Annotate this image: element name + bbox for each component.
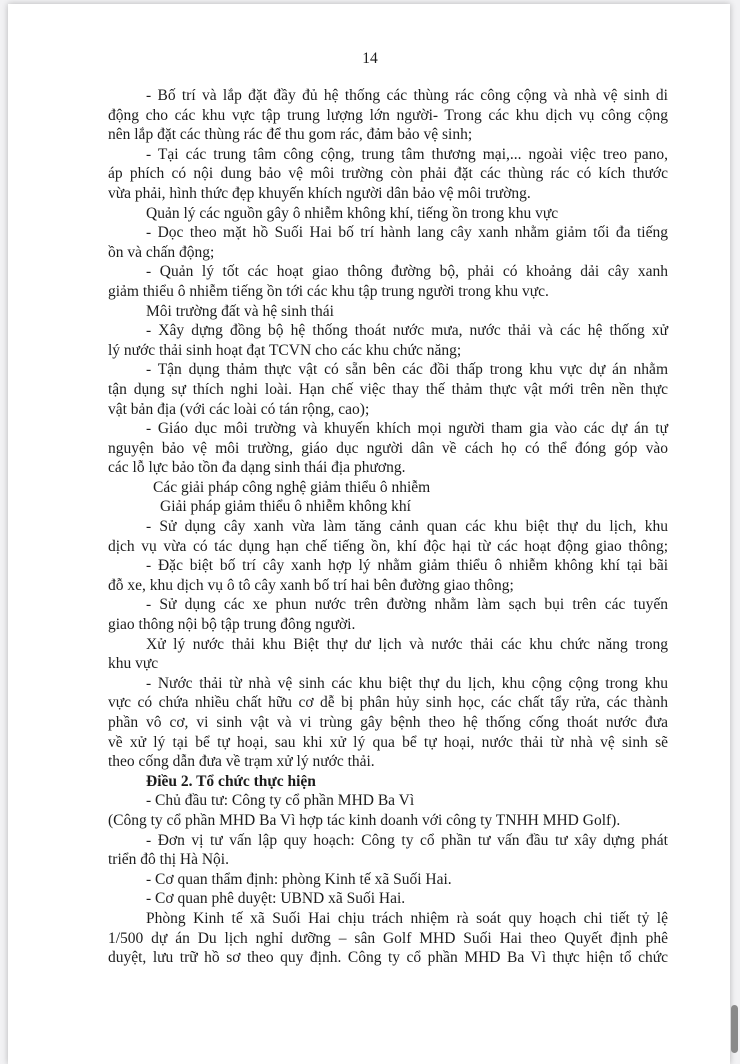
text-line: 1/500 dự án Du lịch nghỉ dưỡng – sân Golf MHD Suối Hai theo Quyết định phê (108, 929, 668, 947)
text-line: ồn và chấn động; (108, 243, 215, 261)
text-line: triển đô thị Hà Nội. (108, 851, 229, 869)
section-heading: Điều 2. Tổ chức thực hiện (146, 772, 316, 790)
text-line: khu vực (108, 655, 159, 673)
text-line: nguyện bảo vệ môi trường, giáo dục người dân về cách họ có thể đóng góp vào (108, 439, 668, 457)
text-line: - Chủ đầu tư: Công ty cổ phần MHD Ba Vì (146, 792, 415, 810)
text-line: vừa phải, hình thức đẹp khuyến khích người dân bảo vệ môi trường. (108, 184, 531, 202)
text-line: giảm thiểu ô nhiễm tiếng ồn tới các khu tập trung người trong khu vực. (108, 282, 549, 300)
text-line: - Cơ quan phê duyệt: UBND xã Suối Hai. (146, 890, 406, 908)
text-line: nên lắp đặt các thùng rác để thu gom rác, đảm bảo vệ sinh; (108, 126, 473, 144)
text-line: - Sử dụng cây xanh vừa làm tăng cảnh quan các khu biệt thự du lịch, khu (146, 518, 668, 536)
text-line: - Cơ quan thẩm định: phòng Kinh tế xã Suối Hai. (146, 870, 452, 888)
text-line: - Sử dụng các xe phun nước trên đường nhằm làm sạch bụi trên các tuyến (146, 596, 668, 614)
text-line: đỗ xe, khu dịch vụ ô tô cây xanh bố trí hai bên đường giao thông; (108, 576, 514, 594)
text-line: - Đơn vị tư vấn lập quy hoạch: Công ty cổ phần tư vấn đầu tư xây dựng phát (146, 831, 668, 849)
text-line: - Tại các trung tâm công cộng, trung tâm thương mại,... ngoài việc treo pano, (146, 145, 668, 163)
text-line: - Tận dụng thảm thực vật có sẵn bên các đồi thấp trong khu vực dự án nhằm (146, 361, 668, 379)
page-number: 14 (362, 50, 378, 67)
text-line: vật bản địa (với các loài có tán rộng, cao); (108, 400, 370, 418)
text-line: Các giải pháp công nghệ giảm thiểu ô nhiễm (153, 478, 431, 496)
text-line: động cho các khu vực tập trung lượng lớn người- Trong các khu dịch vụ công cộng (108, 106, 668, 124)
text-line: - Đặc biệt bố trí cây xanh hợp lý nhằm giảm thiểu ô nhiễm không khí tại bãi (146, 557, 668, 575)
scrollbar-thumb[interactable] (731, 1005, 738, 1053)
text-line: (Công ty cổ phần MHD Ba Vì hợp tác kinh doanh với công ty TNHH MHD Golf). (108, 811, 621, 829)
text-line: lý nước thải sinh hoạt đạt TCVN cho các khu chức năng; (108, 341, 462, 359)
text-line: - Bố trí và lắp đặt đầy đủ hệ thống các thùng rác công cộng và nhà vệ sinh di (146, 87, 668, 104)
text-line: - Dọc theo mặt hồ Suối Hai bố trí hành lang cây xanh nhằm giảm tối đa tiếng (146, 224, 668, 242)
text-line: Môi trường đất và hệ sinh thái (146, 302, 334, 320)
text-line: - Quản lý tốt các hoạt giao thông đường bộ, phải có khoảng dải cây xanh (146, 263, 668, 281)
text-line: Quản lý các nguồn gây ô nhiễm không khí, tiếng ồn trong khu vực (146, 204, 559, 222)
text-line: Phòng Kinh tế xã Suối Hai chịu trách nhiệm rà soát quy hoạch chi tiết tỷ lệ (146, 909, 668, 927)
text-line: tận dụng sự thích nghi loài. Hạn chế việc thay thế thảm thực vật mới trên nền thực (108, 380, 668, 398)
text-line: về xử lý tại bể tự hoại, sau khi xử lý qua bể tự hoại, nước thải từ nhà vệ sinh sẽ (108, 733, 668, 751)
text-line: duyệt, lưu trữ hồ sơ theo quy định. Công ty cổ phần MHD Ba Vì thực hiện tổ chức (108, 949, 668, 967)
text-line: áp phích có nội dung bảo vệ môi trường còn phải đặt các thùng rác có kích thước (108, 165, 668, 183)
text-line: phần vô cơ, vi sinh vật và vi trùng gây bệnh theo hệ thống cống thoát nước đưa (108, 714, 668, 731)
text-line: - Nước thải từ nhà vệ sinh các khu biệt thự du lịch, khu cộng cộng trong khu (146, 674, 668, 692)
text-line: - Xây dựng đồng bộ hệ thống thoát nước mưa, nước thải và các hệ thống xử (146, 322, 668, 340)
document-body (108, 86, 668, 968)
text-line: vực có chứa nhiều chất hữu cơ dễ bị phân hủy sinh học, các chất tẩy rửa, các thành (108, 694, 668, 712)
text-line: Xử lý nước thải khu Biệt thự dư lịch và nước thải các khu chức năng trong (146, 635, 668, 653)
text-line: theo cống dẫn đưa về trạm xử lý nước thải. (108, 753, 375, 771)
text-line: giao thông nội bộ tập trung đông người. (108, 616, 356, 634)
text-line: dịch vụ vừa có tác dụng hạn chế tiếng ồn, khí độc hại từ các hoạt động giao thông; (108, 537, 668, 555)
text-line: các lỗ lực bảo tồn đa dạng sinh thái địa phương. (108, 459, 406, 477)
text-line: - Giáo dục môi trường và khuyến khích mọi người tham gia vào các dự án tự (146, 420, 668, 438)
text-line: Giải pháp giảm thiểu ô nhiễm không khí (160, 498, 411, 516)
